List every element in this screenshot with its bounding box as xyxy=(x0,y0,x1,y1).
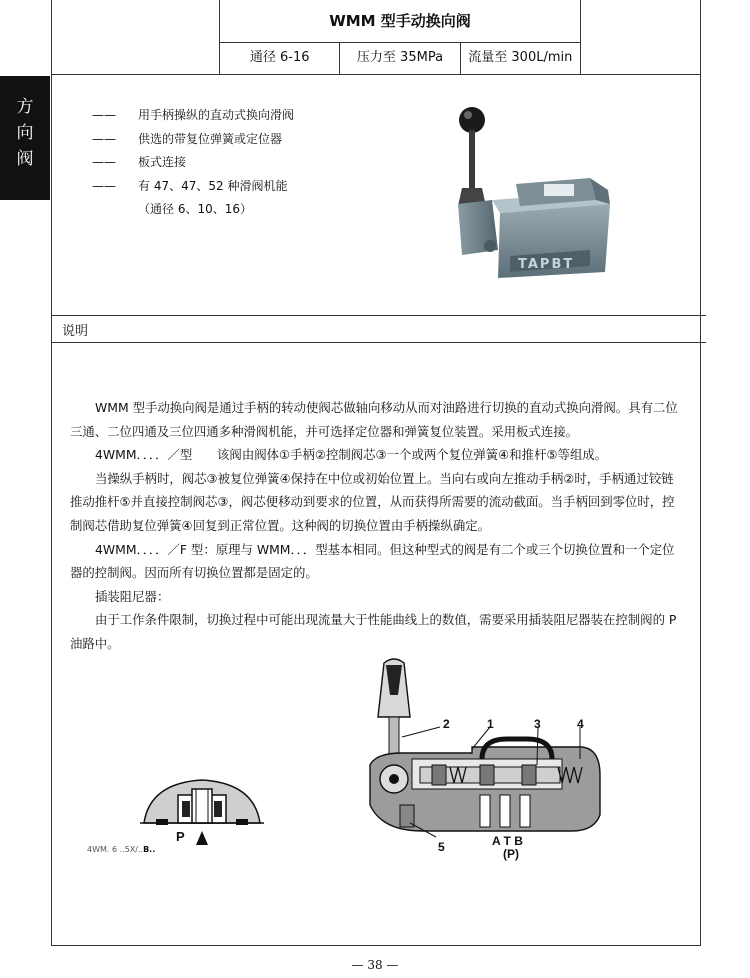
port-label-p: P xyxy=(176,829,185,844)
feature-subnote: （通径 6、10、16） xyxy=(138,202,252,216)
paragraph: 4WMM．．．．／型 该阀由阀体①手柄②控制阀芯③一个或两个复位弹簧④和推杆⑤等组成。 xyxy=(95,447,608,463)
valve-section-drawing xyxy=(362,655,612,840)
part-label-2: 2 xyxy=(443,717,450,731)
handle-knob xyxy=(459,107,485,133)
spec-row xyxy=(220,42,580,74)
feature-item xyxy=(92,104,294,128)
port-sub-label: (P) xyxy=(503,847,519,861)
feature-list xyxy=(92,104,294,222)
part-label-4: 4 xyxy=(577,717,584,731)
dash-icon: —— xyxy=(92,131,116,146)
part-label-5: 5 xyxy=(438,840,445,854)
caption-bold: B.. xyxy=(143,845,156,854)
product-photo xyxy=(440,100,620,290)
paragraph: 当操纵手柄时，阀芯③被复位弹簧④保持在中位或初始位置上。当向右或向左推动手柄②时，手柄通过铰链推动推杆⑤并直接控制阀芯③，阀芯便移动到要求的位置，从而获得所需要的流动截面。当手柄回到零位时，控制阀芯借助复位弹簧④回复到正常位置。这种阀的切换位置由手柄操纵确定。 xyxy=(70,470,675,533)
feature-item xyxy=(92,151,294,175)
side-tab-char: 方 xyxy=(16,97,34,117)
header-block xyxy=(219,0,581,74)
part-label-1: 1 xyxy=(487,717,494,731)
spec-size: 通径 6-16 xyxy=(220,42,340,74)
side-tab-char: 阀 xyxy=(16,149,34,169)
rule-section-top xyxy=(51,315,706,316)
section-label: 说明 xyxy=(62,324,89,339)
feature-text: 有 47、47、52 种滑阀机能 xyxy=(138,178,288,193)
dash-icon: —— xyxy=(92,178,116,193)
port-labels: A T B xyxy=(492,834,523,848)
feature-text: 板式连接 xyxy=(138,155,187,169)
dash-icon: —— xyxy=(92,108,116,122)
description-body xyxy=(70,396,680,656)
spec-flow: 流量至 300L/min xyxy=(468,50,573,65)
page-title: WMM 型手动换向阀 xyxy=(220,0,580,43)
rule-header-bottom xyxy=(51,74,701,75)
port-arrow-icon xyxy=(196,831,208,845)
paragraph: WMM 型手动换向阀是通过手柄的转动使阀芯做轴向移动从而对油路进行切换的直动式换向滑阀。具有二位三通、二位四通及三位四通多种滑阀机能，并可选择定位器和弹簧复位装置。采用板式连接。 xyxy=(70,400,678,439)
spec-pressure: 压力至 35MPa xyxy=(340,42,460,74)
side-tab-char: 向 xyxy=(16,123,34,143)
product-plate-text: TAPBT xyxy=(518,257,575,272)
side-category-tab xyxy=(0,76,50,200)
part-label-3: 3 xyxy=(534,717,541,731)
feature-item xyxy=(92,175,294,199)
paragraph: 插装阻尼器： xyxy=(95,588,170,604)
feature-text: 供选的带复位弹簧或定位器 xyxy=(138,131,283,146)
rule-section-bottom xyxy=(51,342,706,343)
paragraph: 由于工作条件限制，切换过程中可能出现流量大于性能曲线上的数值，需要采用插装阻尼器装在控制阀的 P 油路中。 xyxy=(70,612,677,651)
handle-shaft xyxy=(469,130,475,190)
paragraph: 4WMM．．．．／F 型：原理与 WMM．．．型基本相同。但这种型式的阀是有二个或三个切换位置和一个定位器的控制阀。因而所有切换位置都是固定的。 xyxy=(70,541,675,581)
page-number: — 38 — xyxy=(351,958,399,972)
feature-text: 用手柄操纵的直动式换向滑阀 xyxy=(138,108,295,122)
caption-prefix: 4WM. 6 ..5X/.. xyxy=(87,845,144,854)
damper-insert-figure xyxy=(140,775,270,850)
dash-icon: —— xyxy=(92,155,116,169)
feature-item xyxy=(92,128,294,152)
figure-caption xyxy=(87,845,155,854)
